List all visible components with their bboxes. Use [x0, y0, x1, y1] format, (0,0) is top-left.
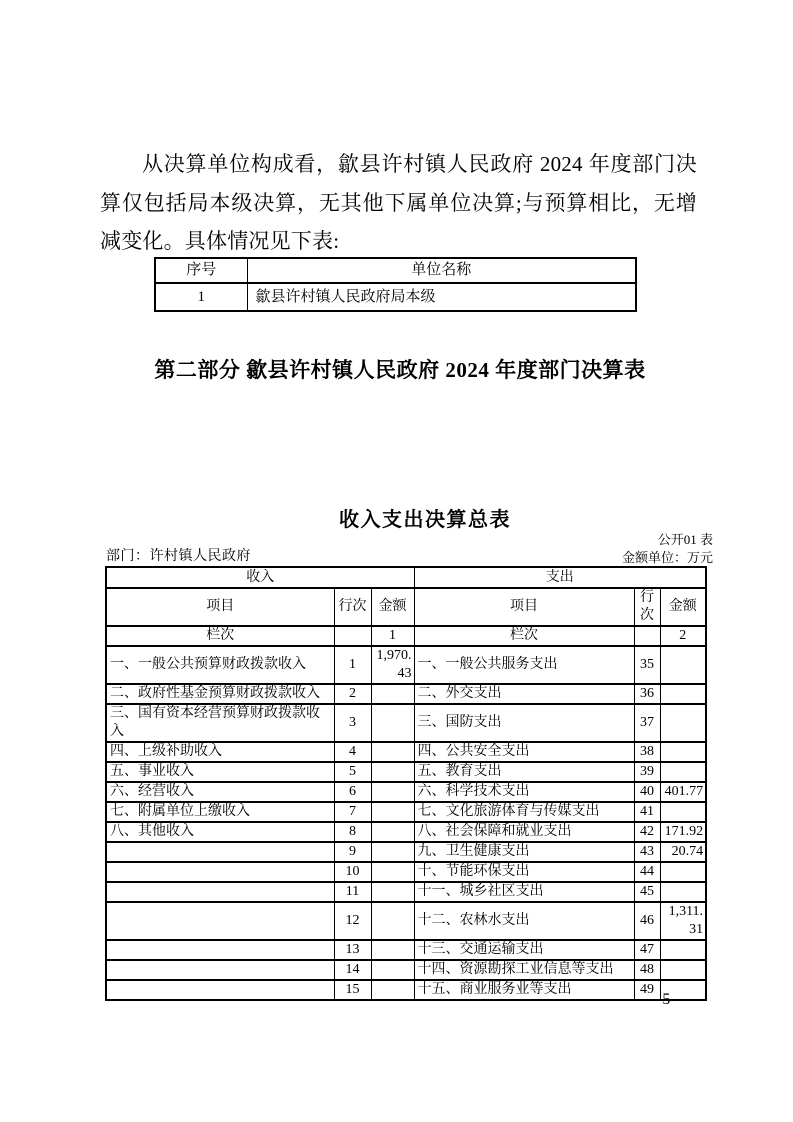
expense-line-cell: 38 — [634, 742, 660, 762]
expense-line-cell: 46 — [634, 902, 660, 940]
expense-item-cell: 十、节能环保支出 — [414, 862, 634, 882]
income-colindex-label: 栏次 — [106, 626, 334, 646]
income-line-cell: 4 — [334, 742, 371, 762]
income-amount-cell — [371, 960, 414, 980]
expense-item-cell: 十二、农林水支出 — [414, 902, 634, 940]
amount-unit-label: 金额单位：万元 — [621, 550, 713, 565]
income-amount-cell — [371, 940, 414, 960]
income-amount-cell — [371, 882, 414, 902]
expense-item-cell: 十一、城乡社区支出 — [414, 882, 634, 902]
section-heading: 第二部分 歙县许村镇人民政府 2024 年度部门决算表 — [154, 358, 646, 382]
income-amount-cell — [371, 842, 414, 862]
expense-item-cell: 一、一般公共服务支出 — [414, 646, 634, 684]
expense-item-cell: 七、文化旅游体育与传媒支出 — [414, 802, 634, 822]
income-line-cell: 7 — [334, 802, 371, 822]
income-item-cell: 四、上级补助收入 — [106, 742, 334, 762]
income-line-cell: 8 — [334, 822, 371, 842]
summary-table-row — [106, 882, 706, 902]
income-amount-cell: 1,970.43 — [371, 646, 414, 684]
expense-line-cell: 45 — [634, 882, 660, 902]
income-amount-cell — [371, 980, 414, 1000]
expense-item-cell: 六、科学技术支出 — [414, 782, 634, 802]
expense-line-header: 行次 — [634, 588, 660, 626]
expense-line-cell: 44 — [634, 862, 660, 882]
income-item-cell: 六、经营收入 — [106, 782, 334, 802]
unit-index-cell: 1 — [155, 283, 247, 311]
expense-item-cell: 十四、资源勘探工业信息等支出 — [414, 960, 634, 980]
expense-amount-cell — [660, 802, 706, 822]
unit-table-header-name: 单位名称 — [247, 258, 636, 283]
income-amount-header: 金额 — [371, 588, 414, 626]
page-number: -5- — [656, 991, 678, 1008]
summary-table-row — [106, 742, 706, 762]
income-amount-cell — [371, 902, 414, 940]
expense-line-cell: 48 — [634, 960, 660, 980]
income-item-cell — [106, 960, 334, 980]
income-amount-cell — [371, 802, 414, 822]
table-code-label: 公开01 表 — [657, 532, 713, 547]
expense-item-cell: 五、教育支出 — [414, 762, 634, 782]
income-line-cell: 11 — [334, 882, 371, 902]
income-colindex-value: 1 — [371, 626, 414, 646]
expense-line-cell: 47 — [634, 940, 660, 960]
summary-table-row — [106, 802, 706, 822]
summary-table-row — [106, 684, 706, 704]
expense-item-cell: 三、国防支出 — [414, 704, 634, 742]
expense-colindex-label: 栏次 — [414, 626, 634, 646]
summary-table-column-header-row — [106, 588, 706, 626]
income-item-cell: 七、附属单位上缴收入 — [106, 802, 334, 822]
income-item-cell — [106, 862, 334, 882]
summary-table-row — [106, 704, 706, 742]
expense-amount-cell — [660, 762, 706, 782]
expense-line-cell: 36 — [634, 684, 660, 704]
income-item-cell — [106, 882, 334, 902]
summary-table-row — [106, 980, 706, 1000]
summary-table — [105, 566, 707, 1001]
expense-item-cell: 四、公共安全支出 — [414, 742, 634, 762]
expense-item-cell: 十三、交通运输支出 — [414, 940, 634, 960]
unit-table-header-index: 序号 — [155, 258, 247, 283]
unit-table-row — [155, 283, 636, 311]
summary-table-row — [106, 960, 706, 980]
expense-item-cell: 八、社会保障和就业支出 — [414, 822, 634, 842]
expense-line-cell: 49 — [634, 980, 660, 1000]
income-line-cell: 2 — [334, 684, 371, 704]
income-amount-cell — [371, 762, 414, 782]
income-item-cell — [106, 842, 334, 862]
income-line-header: 行次 — [334, 588, 371, 626]
income-line-cell: 10 — [334, 862, 371, 882]
expense-line-cell: 43 — [634, 842, 660, 862]
expense-line-cell: 39 — [634, 762, 660, 782]
expense-amount-cell — [660, 862, 706, 882]
unit-name-cell: 歙县许村镇人民政府局本级 — [247, 283, 636, 311]
expense-item-header: 项目 — [414, 588, 634, 626]
income-item-cell — [106, 940, 334, 960]
unit-table-header-row — [155, 258, 636, 283]
income-section-header: 收入 — [106, 567, 414, 588]
expense-amount-cell: 1,311.31 — [660, 902, 706, 940]
income-line-cell: 5 — [334, 762, 371, 782]
summary-table-row — [106, 940, 706, 960]
expense-line-cell: 37 — [634, 704, 660, 742]
expense-item-cell: 九、卫生健康支出 — [414, 842, 634, 862]
expense-amount-cell — [660, 960, 706, 980]
income-colindex-line-cell — [334, 626, 371, 646]
expense-line-cell: 35 — [634, 646, 660, 684]
summary-table-section-header-row — [106, 567, 706, 588]
summary-table-row — [106, 862, 706, 882]
summary-table-row — [106, 902, 706, 940]
income-amount-cell — [371, 862, 414, 882]
expense-amount-cell — [660, 646, 706, 684]
income-line-cell: 3 — [334, 704, 371, 742]
income-line-cell: 13 — [334, 940, 371, 960]
intro-paragraph: 从决算单位构成看，歙县许村镇人民政府 2024 年度部门决算仅包括局本级决算，无其他下属单位决算;与预算相比，无增减变化。具体情况见下表: — [100, 152, 697, 253]
income-line-cell: 9 — [334, 842, 371, 862]
summary-table-row — [106, 822, 706, 842]
income-item-cell: 一、一般公共预算财政拨款收入 — [106, 646, 334, 684]
summary-table-row — [106, 842, 706, 862]
expense-item-cell: 十五、商业服务业等支出 — [414, 980, 634, 1000]
expense-line-cell: 41 — [634, 802, 660, 822]
expense-amount-cell — [660, 940, 706, 960]
summary-table-colindex-row — [106, 626, 706, 646]
expense-amount-cell: 171.92 — [660, 822, 706, 842]
summary-table-row — [106, 782, 706, 802]
income-item-cell: 五、事业收入 — [106, 762, 334, 782]
expense-amount-cell — [660, 882, 706, 902]
expense-amount-cell — [660, 704, 706, 742]
income-amount-cell — [371, 822, 414, 842]
income-amount-cell — [371, 684, 414, 704]
expense-amount-cell — [660, 742, 706, 762]
expense-amount-cell: 20.74 — [660, 842, 706, 862]
department-label: 部门：许村镇人民政府 — [106, 549, 251, 564]
unit-table — [154, 257, 637, 312]
expense-colindex-value: 2 — [660, 626, 706, 646]
income-item-cell: 八、其他收入 — [106, 822, 334, 842]
income-line-cell: 12 — [334, 902, 371, 940]
expense-colindex-line-cell — [634, 626, 660, 646]
income-amount-cell — [371, 782, 414, 802]
summary-table-row — [106, 646, 706, 684]
income-item-cell — [106, 902, 334, 940]
expense-amount-cell — [660, 684, 706, 704]
income-line-cell: 1 — [334, 646, 371, 684]
income-item-cell — [106, 980, 334, 1000]
income-amount-cell — [371, 704, 414, 742]
income-line-cell: 14 — [334, 960, 371, 980]
expense-line-cell: 40 — [634, 782, 660, 802]
expense-amount-cell: 401.77 — [660, 782, 706, 802]
summary-table-title: 收入支出决算总表 — [339, 509, 511, 531]
expense-section-header: 支出 — [414, 567, 706, 588]
income-item-header: 项目 — [106, 588, 334, 626]
income-line-cell: 6 — [334, 782, 371, 802]
income-item-cell: 三、国有资本经营预算财政拨款收入 — [106, 704, 334, 742]
income-amount-cell — [371, 742, 414, 762]
expense-item-cell: 二、外交支出 — [414, 684, 634, 704]
summary-table-row — [106, 762, 706, 782]
expense-amount-header: 金额 — [660, 588, 706, 626]
income-line-cell: 15 — [334, 980, 371, 1000]
income-item-cell: 二、政府性基金预算财政拨款收入 — [106, 684, 334, 704]
expense-line-cell: 42 — [634, 822, 660, 842]
